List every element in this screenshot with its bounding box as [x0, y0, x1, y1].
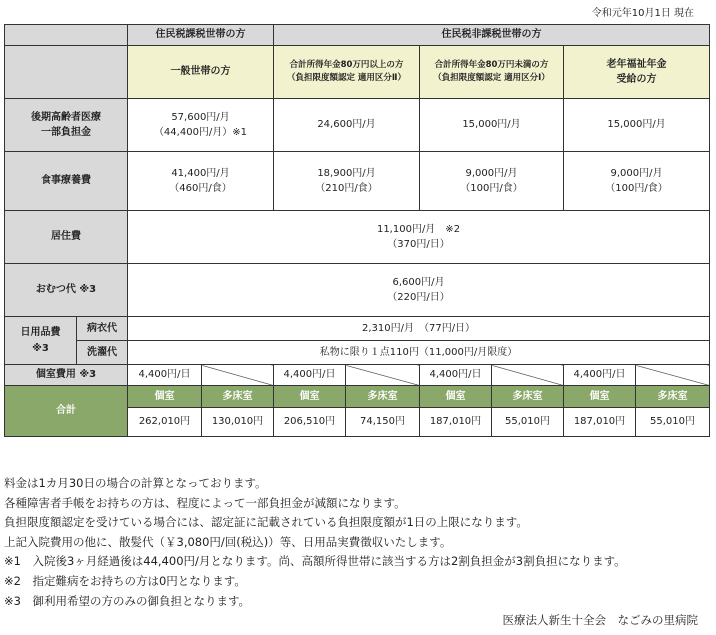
total-private-header: 個室 [420, 386, 492, 408]
meal-welfare-month: 9,000円/月 [610, 167, 663, 179]
notes [4, 474, 626, 611]
diagonal-slash [346, 365, 420, 386]
copay-cat2: 24,600円/月 [274, 99, 420, 152]
copay-cat1: 15,000円/月 [420, 99, 564, 152]
hospital-name: 医療法人新生十全会 なごみの里病院 [502, 613, 698, 627]
total-label: 合計 [5, 386, 128, 437]
meal-cat1 [420, 152, 564, 211]
meal-general [128, 152, 274, 211]
total-welfare-shared: 55,010円 [636, 408, 710, 437]
residence-row [5, 211, 710, 264]
meal-row [5, 152, 710, 211]
diaper-month: 6,600円/月 [392, 276, 445, 288]
meal-cat1-per-meal: （100円/食） [460, 183, 523, 194]
copay-label-line1: 後期高齢者医療 [31, 111, 101, 123]
col-welfare-pension [564, 46, 710, 99]
note-line: 料金は1カ月30日の場合の計算となっております。 [4, 476, 267, 490]
private-room-general: 4,400円/日 [128, 365, 202, 386]
note-line: ※1 入院後3ヶ月経過後は44,400円/月となります。尚、高額所得世帯に該当する方は2割負担金が3割負担になります。 [4, 554, 626, 569]
col-general: 一般世帯の方 [128, 46, 274, 99]
gown-label: 病衣代 [77, 317, 128, 341]
total-cat1-private: 187,010円 [420, 408, 492, 437]
note-line: 負担限度額認定を受けている場合には、認定証に記載されている負担限度額が1日の上限になります。 [4, 515, 528, 530]
total-private-header: 個室 [274, 386, 346, 408]
diagonal-slash [492, 365, 564, 386]
total-private-header: 個室 [128, 386, 202, 408]
total-welfare-private: 187,010円 [564, 408, 636, 437]
diagonal-slash [202, 365, 274, 386]
meal-general-month: 41,400円/月 [171, 167, 230, 179]
meal-general-per-meal: （460円/食） [169, 183, 232, 194]
header-row-2 [5, 46, 710, 99]
nontaxable-header: 住民税非課税世帯の方 [274, 25, 710, 46]
total-shared-header: 多床室 [492, 386, 564, 408]
total-private-header: 個室 [564, 386, 636, 408]
meal-label: 食事療養費 [5, 152, 128, 211]
laundry-row [5, 341, 710, 365]
corner-cell-2 [5, 46, 128, 99]
meal-cat1-month: 9,000円/月 [465, 167, 518, 179]
col-category-1-line1: 合計所得年金80万円未満の方 [434, 59, 549, 70]
laundry-value: 私物に限り１点110円（11,000円/月限度） [128, 341, 710, 365]
copay-general-note: （44,400円/月）※1 [153, 127, 248, 138]
copay-row [5, 99, 710, 152]
col-category-1-line2: （負担限度額認定 適用区分Ⅰ） [433, 73, 550, 83]
meal-cat2 [274, 152, 420, 211]
copay-welfare: 15,000円/月 [564, 99, 710, 152]
col-welfare-pension-line2: 受給の方 [616, 74, 657, 85]
gown-value: 2,310円/月 （77円/日） [128, 317, 710, 341]
private-room-cat1: 4,400円/日 [420, 365, 492, 386]
meal-welfare [564, 152, 710, 211]
meal-cat2-month: 18,900円/月 [317, 167, 376, 179]
copay-general-value: 57,600円/月 [171, 111, 230, 123]
total-cat2-shared: 74,150円 [346, 408, 420, 437]
private-room-row [5, 365, 710, 386]
daily-goods-label-line2: ※3 [32, 342, 49, 354]
diaper-value [128, 264, 710, 317]
total-general-shared: 130,010円 [202, 408, 274, 437]
col-category-2-line1: 合計所得年金80万円以上の方 [289, 59, 404, 70]
gown-row [5, 317, 710, 341]
private-room-welfare: 4,400円/日 [564, 365, 636, 386]
note-line: 上記入院費用の他に、散髪代（￥3,080円/回(税込)）等、日用品実費徴収いたします。 [4, 534, 452, 549]
corner-cell [5, 25, 128, 46]
date-label: 令和元年10月1日 現在 [591, 8, 694, 19]
diagonal-slash [636, 365, 710, 386]
total-cat2-private: 206,510円 [274, 408, 346, 437]
taxable-header: 住民税課税世帯の方 [128, 25, 274, 46]
total-general-private: 262,010円 [128, 408, 202, 437]
residence-value [128, 211, 710, 264]
daily-goods-label [5, 317, 77, 365]
daily-goods-label-line1: 日用品費 [20, 327, 61, 338]
copay-label [5, 99, 128, 152]
meal-cat2-per-meal: （210円/食） [315, 183, 378, 194]
diaper-row [5, 264, 710, 317]
col-category-2 [274, 46, 420, 99]
col-category-2-line2: （負担限度額認定 適用区分Ⅱ） [286, 73, 407, 83]
total-cat1-shared: 55,010円 [492, 408, 564, 437]
total-shared-header: 多床室 [636, 386, 710, 408]
total-subheader-row [5, 386, 710, 408]
note-line: 各種障害者手帳をお持ちの方は、程度によって一部負担金が減額になります。 [4, 495, 406, 510]
header-row-1 [5, 25, 710, 46]
private-room-cat2: 4,400円/日 [274, 365, 346, 386]
residence-label: 居住費 [5, 211, 128, 264]
copay-label-line2: 一部負担金 [41, 127, 91, 138]
laundry-label: 洗濯代 [77, 341, 128, 365]
total-shared-header: 多床室 [346, 386, 420, 408]
diaper-day: （220円/日） [387, 292, 450, 303]
total-shared-header: 多床室 [202, 386, 274, 408]
note-line: ※3 御利用希望の方のみの御負担となります。 [4, 593, 251, 608]
diaper-label: おむつ代 ※3 [5, 264, 128, 317]
col-category-1 [420, 46, 564, 99]
private-room-label: 個室費用 ※3 [5, 365, 128, 386]
note-line: ※2 指定難病をお持ちの方は0円となります。 [4, 573, 246, 588]
residence-day: （370円/日） [387, 239, 450, 250]
col-welfare-pension-line1: 老年福祉年金 [606, 58, 667, 70]
copay-general [128, 99, 274, 152]
meal-welfare-per-meal: （100円/食） [605, 183, 668, 194]
residence-month: 11,100円/月 ※2 [376, 223, 461, 235]
fee-table [4, 24, 710, 437]
